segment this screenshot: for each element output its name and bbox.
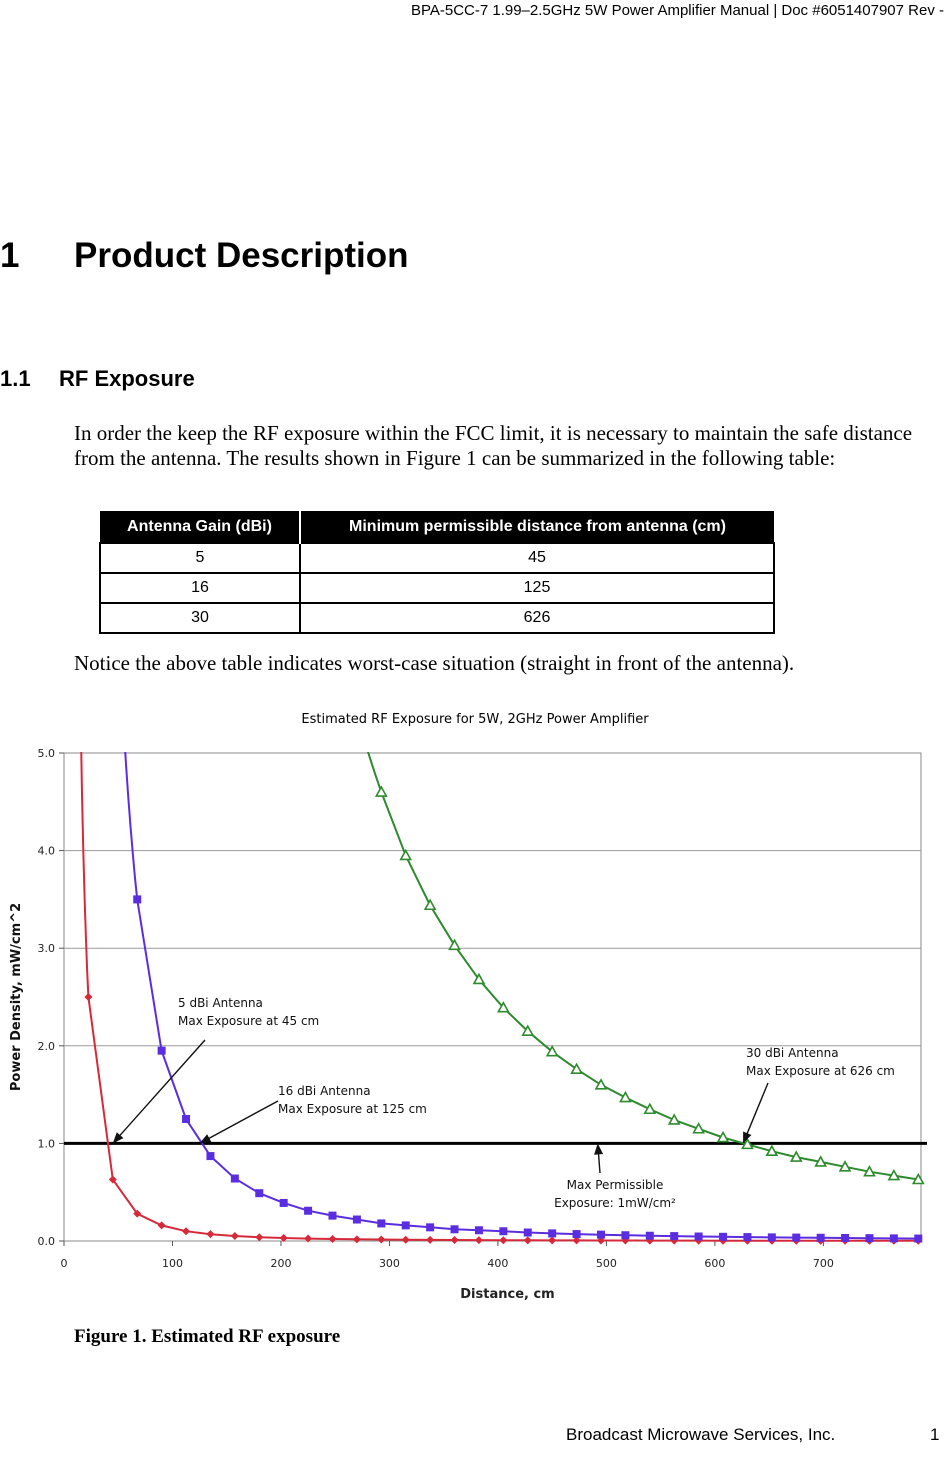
table-cell-distance: 125	[300, 573, 774, 603]
data-point	[890, 1234, 898, 1242]
table-row	[100, 543, 774, 573]
table-cell-gain: 16	[100, 573, 300, 603]
x-tick-label: 700	[812, 1257, 834, 1270]
table-row	[100, 603, 774, 633]
running-header: BPA-5CC-7 1.99–2.5GHz 5W Power Amplifier Manual | Doc #6051407907 Rev -	[410, 2, 944, 19]
section-heading	[0, 236, 408, 276]
data-point	[255, 1189, 263, 1197]
rf-exposure-chart	[0, 735, 950, 1310]
annotation-text: Max Exposure at 125 cm	[278, 1102, 427, 1116]
data-point	[231, 1175, 239, 1183]
data-point	[841, 1234, 849, 1242]
data-point	[548, 1229, 556, 1237]
table-header-gain: Antenna Gain (dBi)	[100, 511, 300, 543]
data-point	[865, 1234, 873, 1242]
data-point	[426, 1223, 434, 1231]
data-point	[182, 1115, 190, 1123]
data-point	[328, 1212, 336, 1220]
annotation-text: Exposure: 1mW/cm²	[554, 1196, 676, 1210]
y-tick-label: 4.0	[37, 844, 55, 858]
subsection-heading	[0, 366, 195, 392]
table-cell-gain: 30	[100, 603, 300, 633]
annotation-text: 5 dBi Antenna	[178, 996, 263, 1010]
data-point	[524, 1229, 532, 1237]
data-point	[768, 1233, 776, 1241]
x-tick-label: 100	[161, 1257, 183, 1270]
data-point	[377, 1219, 385, 1227]
data-point	[695, 1233, 703, 1241]
data-point	[475, 1226, 483, 1234]
subsection-title: RF Exposure	[59, 366, 195, 391]
x-tick-label: 500	[595, 1257, 617, 1270]
data-point	[499, 1227, 507, 1235]
section-number: 1	[0, 236, 20, 275]
y-tick-label: 2.0	[37, 1039, 55, 1053]
chart-title: Estimated RF Exposure for 5W, 2GHz Power Amplifier	[301, 712, 649, 727]
data-point	[670, 1232, 678, 1240]
y-tick-label: 0.0	[37, 1235, 55, 1248]
annotation-text: Max Exposure at 45 cm	[178, 1014, 320, 1028]
table-cell-distance: 626	[300, 603, 774, 633]
x-axis-label: Distance, cm	[460, 1287, 555, 1302]
x-tick-label: 0	[60, 1257, 68, 1270]
data-point	[133, 895, 141, 903]
distance-table	[99, 511, 775, 634]
annotation-text: Max Exposure at 626 cm	[746, 1064, 895, 1078]
data-point	[792, 1234, 800, 1242]
data-point	[719, 1233, 727, 1241]
table-row	[100, 573, 774, 603]
data-point	[353, 1216, 361, 1224]
y-tick-label: 5.0	[37, 747, 55, 760]
data-point	[158, 1047, 166, 1055]
y-tick-label: 3.0	[37, 942, 55, 956]
data-point	[597, 1231, 605, 1239]
annotation-text: Max Permissible	[566, 1178, 664, 1192]
worst-case-note: Notice the above table indicates worst-case situation (straight in front of the antenna).	[74, 651, 795, 675]
data-point	[304, 1207, 312, 1215]
table-cell-gain: 5	[100, 543, 300, 573]
intro-paragraph: In order the keep the RF exposure within the FCC limit, it is necessary to maintain the safe distance from the antenna. The results shown in Figure 1 can be summarized in the following table:	[74, 421, 913, 470]
table-cell-distance: 45	[300, 543, 774, 573]
data-point	[743, 1233, 751, 1241]
y-tick-label: 1.0	[37, 1137, 55, 1151]
x-tick-label: 200	[270, 1257, 292, 1270]
annotation-text: 30 dBi Antenna	[746, 1046, 839, 1060]
data-point	[206, 1152, 214, 1160]
data-point	[280, 1199, 288, 1207]
x-tick-label: 300	[378, 1257, 400, 1270]
annotation-text: 16 dBi Antenna	[278, 1084, 371, 1098]
figure-caption: Figure 1. Estimated RF exposure	[74, 1326, 341, 1347]
y-axis-label: Power Density, mW/cm^2	[9, 902, 24, 1092]
data-point	[914, 1235, 922, 1243]
footer-company: Broadcast Microwave Services, Inc.	[566, 1425, 836, 1444]
data-point	[646, 1232, 654, 1240]
x-tick-label: 600	[704, 1257, 726, 1270]
data-point	[621, 1231, 629, 1239]
data-point	[451, 1225, 459, 1233]
data-point	[817, 1234, 825, 1242]
data-point	[402, 1221, 410, 1229]
table-header-distance: Minimum permissible distance from antenna (cm)	[300, 511, 774, 543]
table-header-row	[100, 511, 774, 543]
data-point	[573, 1230, 581, 1238]
subsection-number: 1.1	[0, 366, 31, 391]
page-number: 1	[930, 1425, 940, 1444]
x-tick-label: 400	[487, 1257, 509, 1270]
section-title: Product Description	[74, 236, 409, 275]
